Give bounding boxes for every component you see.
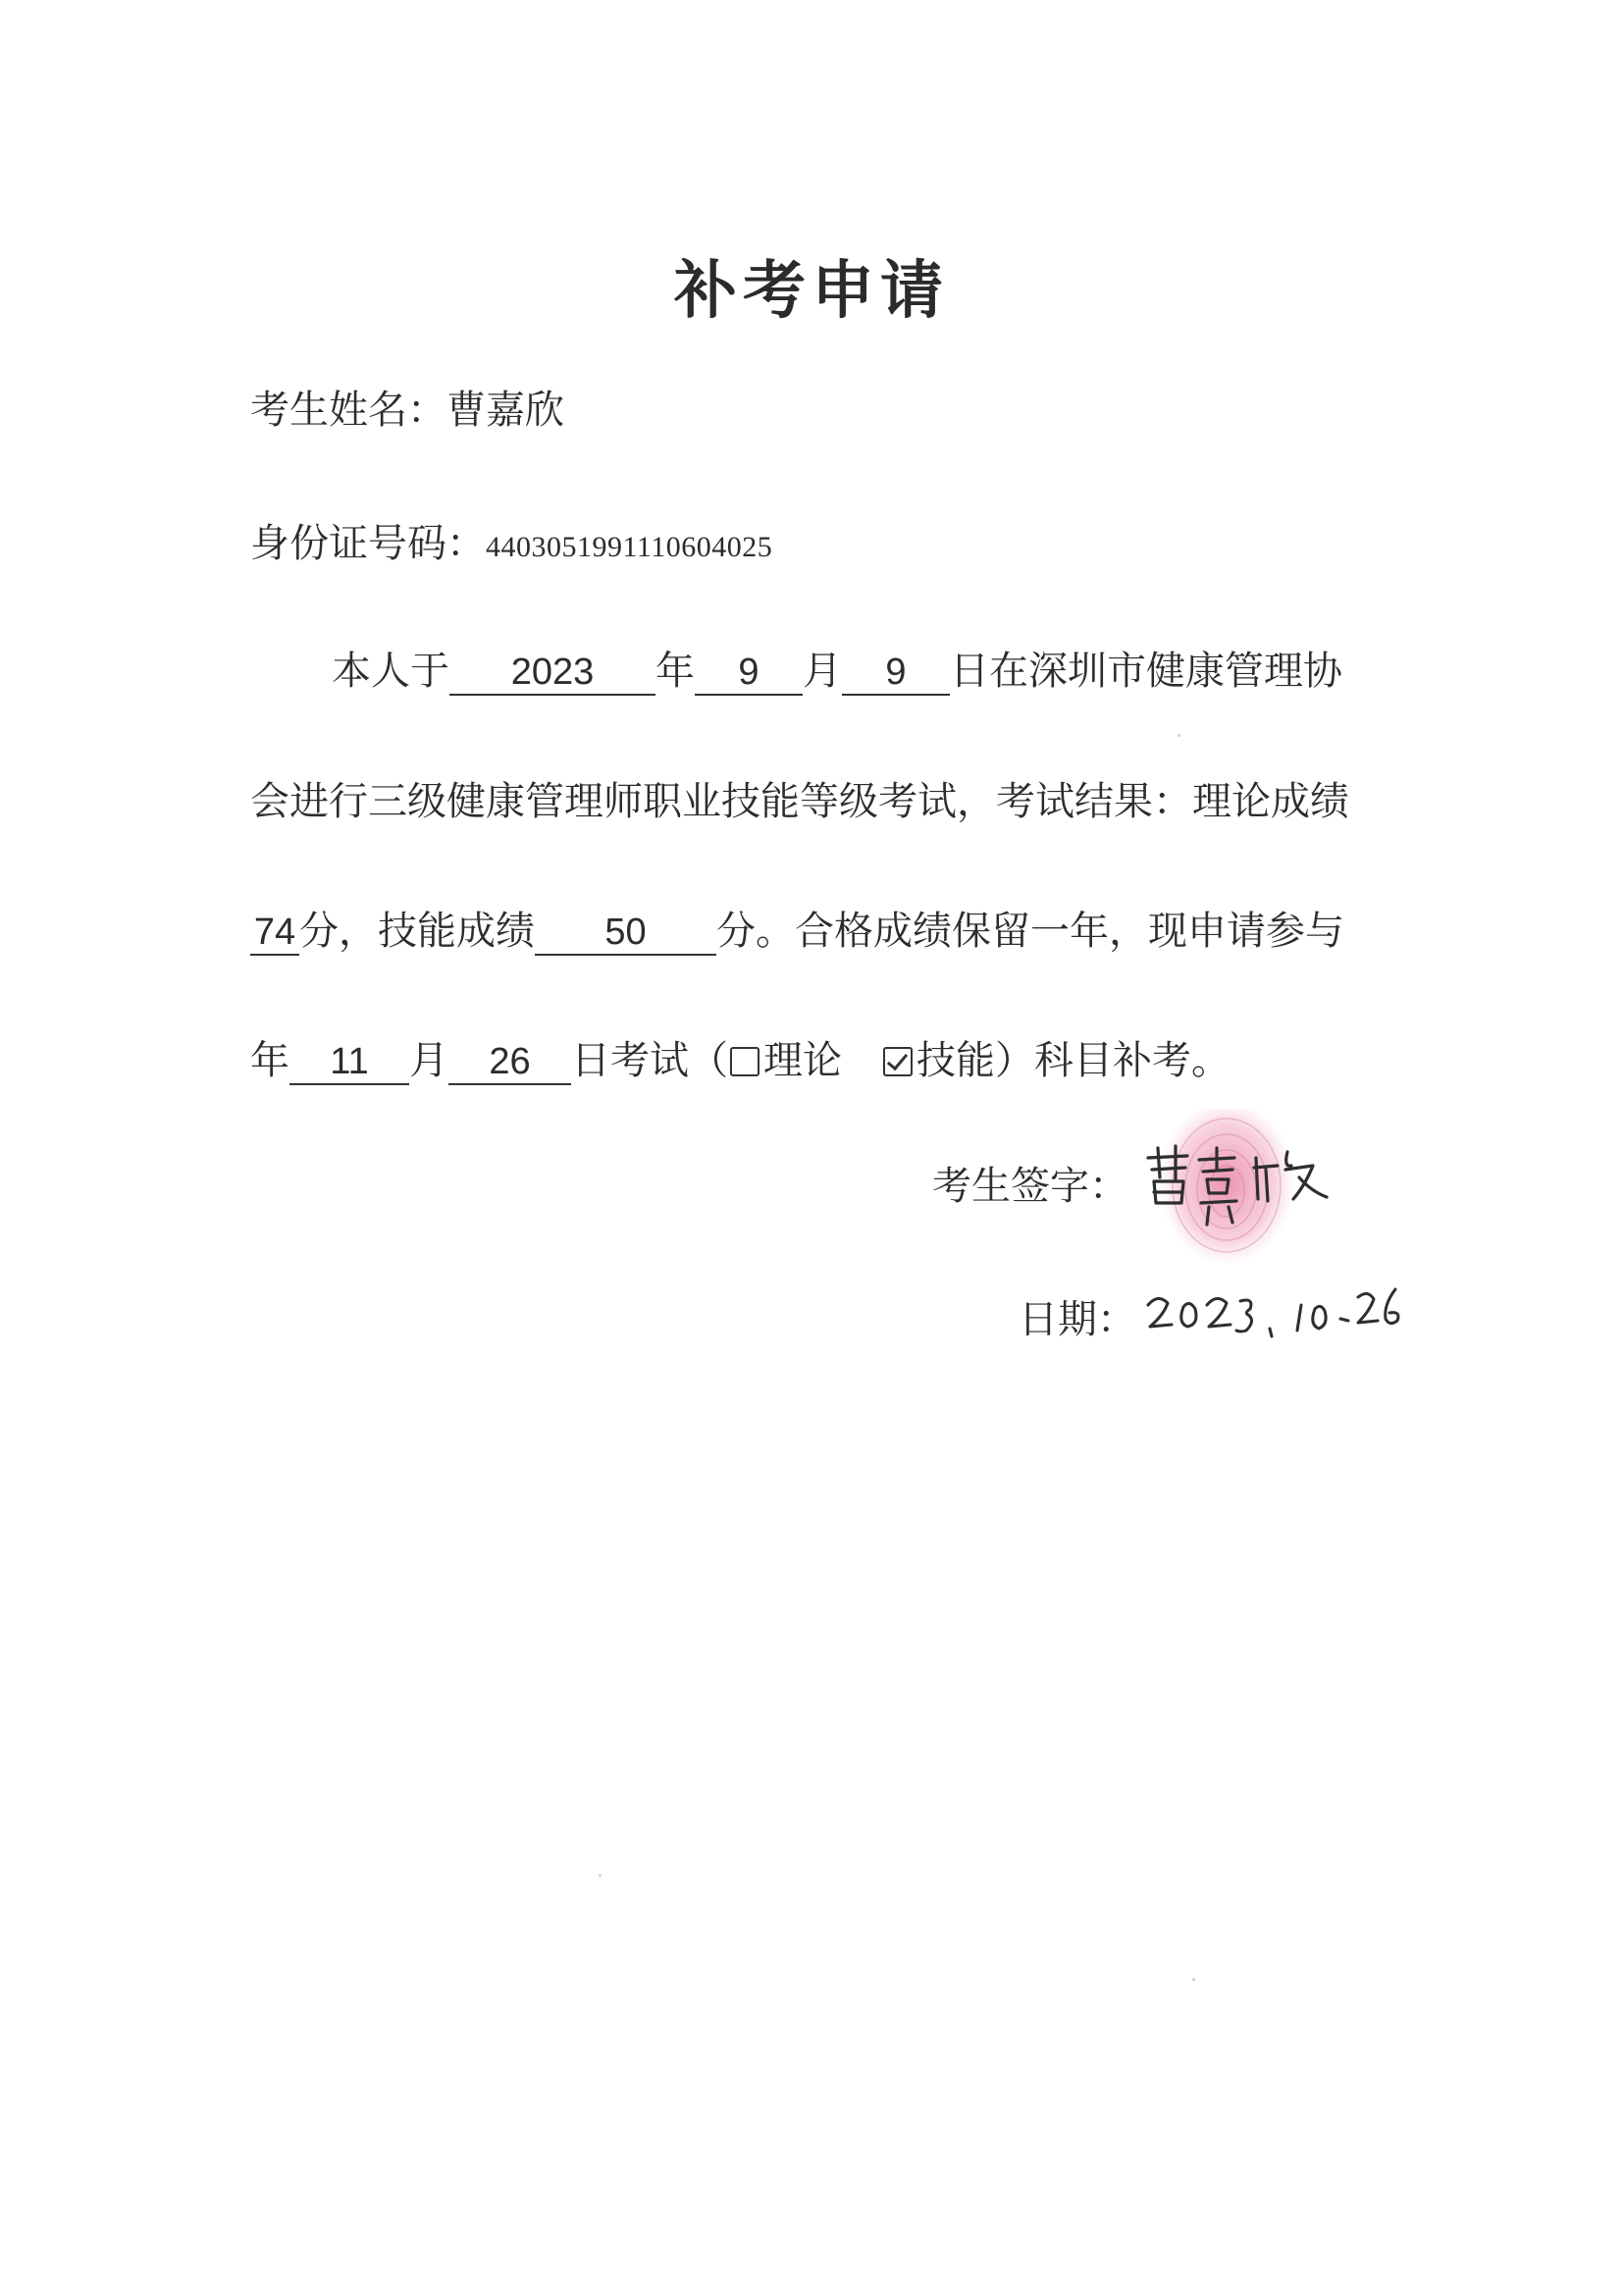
text-segment: 月 — [409, 1038, 448, 1083]
signature-svg — [1119, 1109, 1344, 1276]
paragraph-line-4 — [250, 1037, 1230, 1085]
skill-option-label: 技能 — [916, 1038, 995, 1083]
signature-label: 考生签字： — [932, 1164, 1128, 1209]
skill-checkbox — [883, 1047, 913, 1076]
retake-month-blank: 11 — [289, 1040, 409, 1085]
name-label: 考生姓名： — [250, 388, 446, 433]
text-segment: 年 — [250, 1038, 289, 1083]
text-segment: 日考试（ — [571, 1038, 728, 1083]
name-row — [250, 387, 564, 434]
date-label: 日期： — [1019, 1297, 1136, 1342]
scan-speck — [1178, 734, 1180, 737]
text-segment: ）科目补考。 — [995, 1038, 1230, 1083]
scan-speck — [1192, 1978, 1195, 1981]
exam-month-blank: 9 — [695, 651, 803, 696]
handwritten-date-svg — [1138, 1276, 1408, 1344]
theory-checkbox — [730, 1047, 759, 1076]
paragraph-line-3 — [250, 908, 1344, 956]
handwritten-signature — [1119, 1109, 1344, 1276]
text-segment: 年 — [655, 649, 695, 694]
scan-speck — [599, 1874, 602, 1877]
text-segment: 日在深圳市健康管理协 — [950, 649, 1342, 694]
exam-year-blank: 2023 — [449, 651, 655, 696]
text-segment: 本人于 — [332, 649, 449, 694]
theory-score-blank: 74 — [250, 911, 299, 956]
document-title: 补考申请 — [674, 255, 949, 328]
skill-score-blank: 50 — [535, 911, 716, 956]
id-row — [250, 520, 772, 571]
paragraph-line-1 — [332, 648, 1342, 696]
paragraph-line-2 — [250, 778, 1349, 825]
id-label: 身份证号码： — [250, 521, 486, 566]
text-segment: 月 — [803, 649, 842, 694]
text-segment: 分。合格成绩保留一年，现申请参与 — [716, 909, 1344, 954]
id-number: 4403051991110604025 — [486, 531, 773, 563]
text-segment: 会进行三级健康管理师职业技能等级考试，考试结果：理论成绩 — [250, 779, 1349, 824]
text-segment: 分，技能成绩 — [299, 909, 535, 954]
retake-day-blank: 26 — [448, 1040, 571, 1085]
handwritten-date — [1138, 1276, 1408, 1344]
exam-day-blank: 9 — [842, 651, 950, 696]
name-value: 曹嘉欣 — [446, 388, 564, 433]
theory-option-label: 理论 — [763, 1038, 842, 1083]
